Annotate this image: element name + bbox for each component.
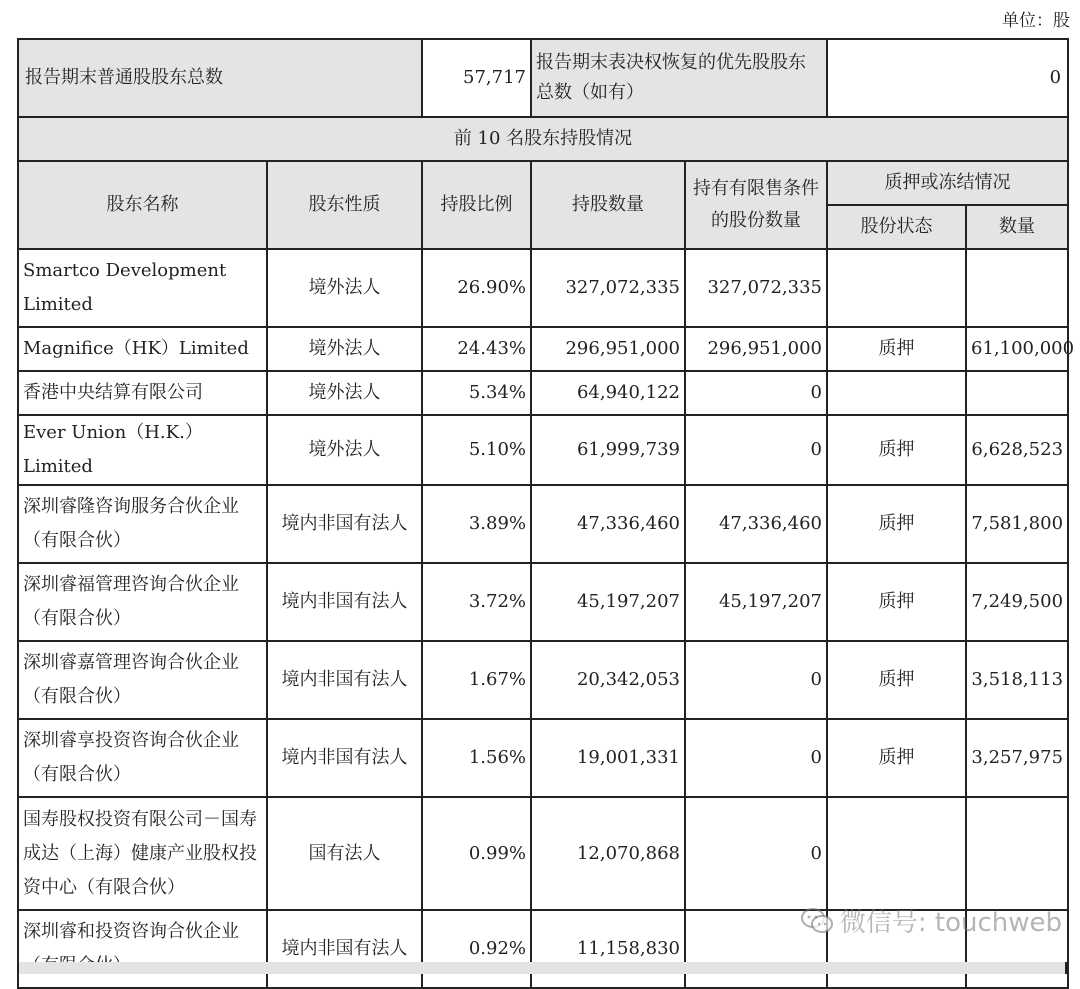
header-name: 股东名称 bbox=[18, 161, 267, 249]
holder-restricted: 296,951,000 bbox=[685, 327, 827, 371]
holder-name: 深圳睿嘉管理咨询合伙企业（有限合伙） bbox=[18, 641, 267, 719]
holder-nature: 境内非国有法人 bbox=[267, 563, 422, 641]
pledge-status: 质押 bbox=[827, 641, 966, 719]
section-title-row bbox=[18, 117, 1068, 161]
table-row bbox=[18, 641, 1068, 719]
holder-ratio: 3.72% bbox=[422, 563, 531, 641]
holder-ratio: 5.34% bbox=[422, 371, 531, 415]
pledge-status bbox=[827, 797, 966, 910]
holder-name: Magnifice（HK）Limited bbox=[18, 327, 267, 371]
holder-restricted: 0 bbox=[685, 371, 827, 415]
preferred-holders-value: 0 bbox=[827, 39, 1068, 117]
pledge-quantity: 3,257,975 bbox=[966, 719, 1068, 797]
summary-row bbox=[18, 39, 1068, 117]
pledge-quantity bbox=[966, 797, 1068, 910]
holder-ratio: 0.92% bbox=[422, 910, 531, 988]
table-row bbox=[18, 327, 1068, 371]
unit-label: 单位：股 bbox=[1002, 11, 1070, 31]
pledge-status: 质押 bbox=[827, 563, 966, 641]
header-quantity: 持股数量 bbox=[531, 161, 685, 249]
wechat-icon bbox=[800, 907, 834, 935]
holder-restricted: 0 bbox=[685, 797, 827, 910]
table-row bbox=[18, 371, 1068, 415]
holder-nature: 境外法人 bbox=[267, 415, 422, 485]
holder-name: Ever Union（H.K.）Limited bbox=[18, 415, 267, 485]
common-holders-label: 报告期末普通股股东总数 bbox=[18, 39, 422, 117]
holder-name: 深圳睿隆咨询服务合伙企业（有限合伙） bbox=[18, 485, 267, 563]
pledge-status bbox=[827, 371, 966, 415]
pledge-quantity bbox=[966, 249, 1068, 327]
holder-name: Smartco Development Limited bbox=[18, 249, 267, 327]
shareholder-table bbox=[17, 38, 1075, 989]
header-row bbox=[18, 161, 1068, 205]
holder-nature: 境内非国有法人 bbox=[267, 641, 422, 719]
pledge-quantity bbox=[966, 371, 1068, 415]
holder-restricted: 47,336,460 bbox=[685, 485, 827, 563]
table-row bbox=[18, 797, 1068, 910]
pledge-quantity: 3,518,113 bbox=[966, 641, 1068, 719]
holder-quantity: 45,197,207 bbox=[531, 563, 685, 641]
pledge-quantity: 7,581,800 bbox=[966, 485, 1068, 563]
header-pledge-status: 股份状态 bbox=[827, 205, 966, 249]
holder-name: 深圳睿享投资咨询合伙企业（有限合伙） bbox=[18, 719, 267, 797]
table-row bbox=[18, 563, 1068, 641]
holder-name: 国寿股权投资有限公司－国寿成达（上海）健康产业股权投资中心（有限合伙） bbox=[18, 797, 267, 910]
holder-nature: 境外法人 bbox=[267, 327, 422, 371]
pledge-quantity: 6,628,523 bbox=[966, 415, 1068, 485]
holder-restricted: 0 bbox=[685, 719, 827, 797]
holder-quantity: 19,001,331 bbox=[531, 719, 685, 797]
holder-ratio: 26.90% bbox=[422, 249, 531, 327]
pledge-quantity: 61,100,000 bbox=[966, 327, 1068, 371]
table-row bbox=[18, 719, 1068, 797]
holder-restricted: 45,197,207 bbox=[685, 563, 827, 641]
header-pledge-group: 质押或冻结情况 bbox=[827, 161, 1068, 205]
preferred-holders-label: 报告期末表决权恢复的优先股股东总数（如有） bbox=[531, 39, 827, 117]
header-ratio: 持股比例 bbox=[422, 161, 531, 249]
holder-restricted: 0 bbox=[685, 415, 827, 485]
section-title: 前 10 名股东持股情况 bbox=[18, 117, 1068, 161]
watermark bbox=[800, 902, 1062, 939]
table-row bbox=[18, 415, 1068, 485]
pledge-status: 质押 bbox=[827, 327, 966, 371]
header-restricted: 持有有限售条件的股份数量 bbox=[685, 161, 827, 249]
pledge-status: 质押 bbox=[827, 719, 966, 797]
common-holders-value: 57,717 bbox=[422, 39, 531, 117]
holder-nature: 国有法人 bbox=[267, 797, 422, 910]
table-row bbox=[18, 249, 1068, 327]
table-row bbox=[18, 485, 1068, 563]
pledge-status: 质押 bbox=[827, 485, 966, 563]
holder-quantity: 61,999,739 bbox=[531, 415, 685, 485]
holder-name: 香港中央结算有限公司 bbox=[18, 371, 267, 415]
holder-quantity: 12,070,868 bbox=[531, 797, 685, 910]
watermark-text: 微信号: touchweb bbox=[839, 908, 1062, 938]
holder-restricted: 327,072,335 bbox=[685, 249, 827, 327]
holder-ratio: 3.89% bbox=[422, 485, 531, 563]
holder-nature: 境内非国有法人 bbox=[267, 910, 422, 988]
pledge-status: 质押 bbox=[827, 415, 966, 485]
holder-quantity: 327,072,335 bbox=[531, 249, 685, 327]
pledge-status bbox=[827, 249, 966, 327]
holder-ratio: 1.67% bbox=[422, 641, 531, 719]
pledge-quantity: 7,249,500 bbox=[966, 563, 1068, 641]
holder-ratio: 5.10% bbox=[422, 415, 531, 485]
holder-quantity: 11,158,830 bbox=[531, 910, 685, 988]
holder-ratio: 0.99% bbox=[422, 797, 531, 910]
holder-name: 深圳睿福管理咨询合伙企业（有限合伙） bbox=[18, 563, 267, 641]
holder-nature: 境外法人 bbox=[267, 249, 422, 327]
header-pledge-quantity: 数量 bbox=[966, 205, 1068, 249]
holder-quantity: 47,336,460 bbox=[531, 485, 685, 563]
holder-ratio: 24.43% bbox=[422, 327, 531, 371]
holder-nature: 境外法人 bbox=[267, 371, 422, 415]
holder-quantity: 20,342,053 bbox=[531, 641, 685, 719]
next-section-strip bbox=[17, 962, 1067, 974]
holder-nature: 境内非国有法人 bbox=[267, 485, 422, 563]
holder-ratio: 1.56% bbox=[422, 719, 531, 797]
holder-nature: 境内非国有法人 bbox=[267, 719, 422, 797]
header-nature: 股东性质 bbox=[267, 161, 422, 249]
holder-quantity: 296,951,000 bbox=[531, 327, 685, 371]
holder-restricted: 0 bbox=[685, 641, 827, 719]
holder-quantity: 64,940,122 bbox=[531, 371, 685, 415]
holder-name: 深圳睿和投资咨询合伙企业 bbox=[18, 910, 267, 988]
